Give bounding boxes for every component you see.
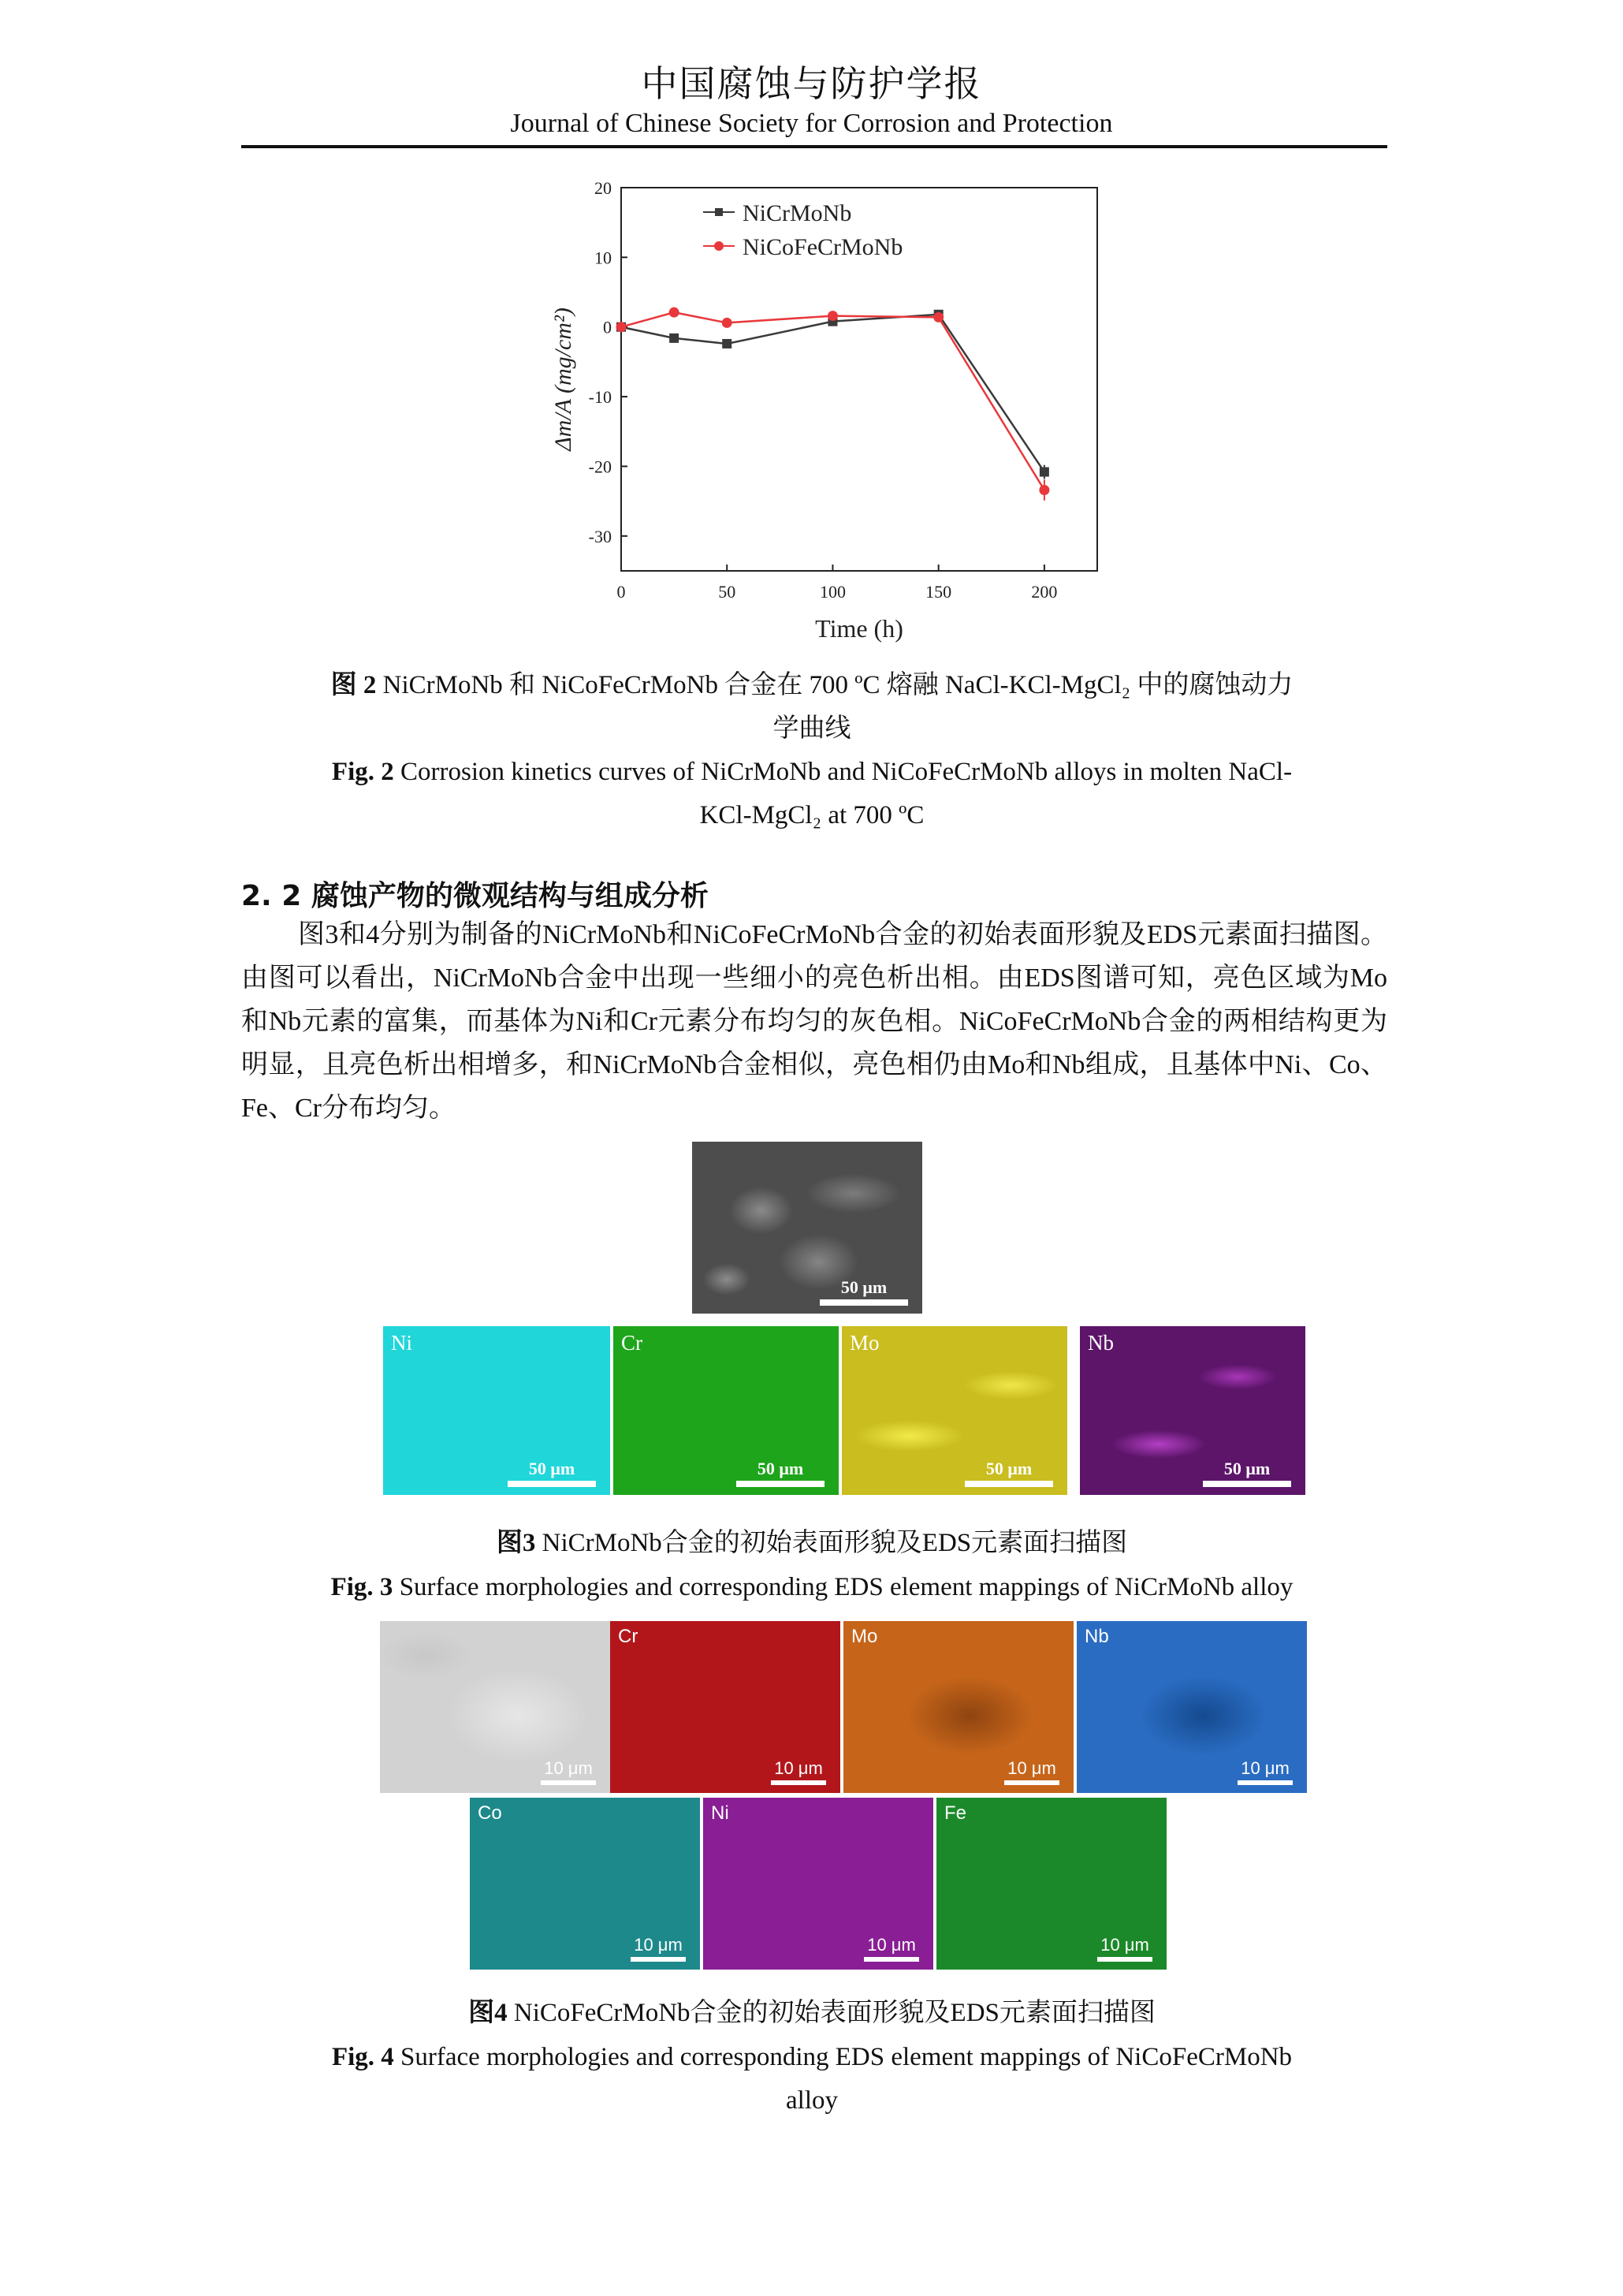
fig4-map-ni-scale-bar: 10 μm	[864, 1935, 919, 1962]
fig3-map-ni-scale-bar: 50 μm	[508, 1459, 596, 1487]
y-axis-label: Δm/A (mg/cm²)	[550, 308, 576, 451]
data-point	[933, 312, 944, 322]
fig4-map-cr	[610, 1621, 840, 1793]
fig4-map-nb-scale-bar: 10 μm	[1238, 1758, 1293, 1785]
fig3-map-ni	[383, 1326, 610, 1495]
fig4-map-co-label: Co	[478, 1802, 502, 1824]
fig4-map-fe	[936, 1798, 1167, 1970]
data-point	[722, 318, 732, 328]
fig3-sem-scale-bar: 50 μm	[820, 1277, 908, 1306]
y-tick-label: 0	[603, 317, 612, 337]
fig3-map-nb	[1080, 1326, 1305, 1495]
x-tick-label: 100	[819, 582, 846, 602]
y-tick-label: 20	[594, 178, 612, 198]
fig3-map-nb-label: Nb	[1088, 1331, 1114, 1355]
legend	[703, 200, 903, 260]
figure2-caption-cn-text-2: 学曲线	[772, 714, 851, 743]
figure2-caption-en-text: Corrosion kinetics curves of NiCrMoNb and NiCoFeCrMoNb alloys in molten NaCl-	[393, 758, 1293, 786]
fig4-map-nb	[1077, 1621, 1307, 1793]
figure4-caption-en-text-2: alloy	[786, 2086, 838, 2115]
figure3-caption-en-text: Surface morphologies and corresponding EDS element mappings of NiCrMoNb alloy	[393, 1573, 1294, 1601]
fig4-map-mo	[843, 1621, 1074, 1793]
fig3-map-mo-label: Mo	[850, 1331, 880, 1355]
fig4-map-co-scale-bar: 10 μm	[631, 1935, 686, 1962]
figure3-caption-cn-text: NiCrMoNb合金的初始表面形貌及EDS元素面扫描图	[535, 1529, 1128, 1557]
figure2-caption-en-text-2: KCl-MgCl₂ at 700 ºC	[699, 801, 925, 829]
section-heading: 2. 2 腐蚀产物的微观结构与组成分析	[241, 880, 709, 912]
figure3-label-cn: 图3	[496, 1529, 536, 1557]
figure3-caption-cn	[300, 1522, 1324, 1565]
chart-plot-area	[550, 178, 1097, 643]
x-tick-label: 0	[616, 582, 626, 602]
legend-label-nicofecrmonb: NiCoFeCrMoNb	[743, 234, 903, 260]
figure2-caption-cn-text: NiCrMoNb 和 NiCoFeCrMoNb 合金在 700 ºC 熔融 NaCl-KCl-MgCl₂ 中的腐蚀动力	[376, 671, 1294, 699]
fig4-map-cr-label: Cr	[618, 1626, 638, 1647]
data-point	[669, 334, 679, 343]
figure4-caption-cn	[300, 1992, 1324, 2035]
fig4-map-co	[470, 1798, 700, 1970]
fig3-map-nb-scale-bar: 50 μm	[1203, 1459, 1291, 1487]
data-point	[1040, 468, 1049, 477]
figure4-caption-cn-text: NiCoFeCrMoNb合金的初始表面形貌及EDS元素面扫描图	[507, 1999, 1156, 2027]
fig4-map-ni	[703, 1798, 933, 1970]
figure4-label-cn: 图4	[468, 1999, 508, 2027]
fig4-map-fe-label: Fe	[944, 1802, 967, 1824]
fig4-sem-image	[380, 1621, 610, 1793]
fig4-map-mo-label: Mo	[851, 1626, 878, 1647]
corrosion-kinetics-chart	[536, 158, 1167, 662]
x-tick-label: 150	[925, 582, 952, 602]
x-axis-label: Time (h)	[815, 614, 903, 643]
fig3-map-cr-label: Cr	[621, 1331, 642, 1355]
journal-title-cn: 中国腐蚀与防护学报	[641, 64, 982, 104]
series-layer	[616, 308, 1050, 501]
x-tick-label: 50	[718, 582, 736, 602]
figure3-caption-en	[300, 1566, 1324, 1609]
data-point	[616, 322, 627, 332]
data-point	[1039, 485, 1049, 495]
legend-label-nicrmonb: NiCrMoNb	[743, 200, 852, 226]
figure4-caption-en-text: Surface morphologies and corresponding EDS element mappings of NiCoFeCrMoNb	[393, 2043, 1293, 2071]
y-tick-label: -30	[588, 526, 612, 546]
figure3-label-en: Fig. 3	[330, 1573, 393, 1601]
fig4-map-fe-scale-bar: 10 μm	[1097, 1935, 1152, 1962]
figure4-caption-en	[300, 2036, 1324, 2123]
figure2-label-en: Fig. 2	[331, 758, 394, 786]
data-point	[828, 311, 838, 321]
fig3-sem-image	[692, 1142, 922, 1314]
fig3-map-cr	[613, 1326, 839, 1495]
fig4-map-ni-label: Ni	[711, 1802, 729, 1824]
x-tick-label: 200	[1031, 582, 1058, 602]
figure2-label-cn: 图 2	[330, 671, 377, 699]
figure2-caption-cn	[300, 664, 1324, 751]
fig3-map-ni-label: Ni	[391, 1331, 412, 1355]
section-paragraph: 图3和4分别为制备的NiCrMoNb和NiCoFeCrMoNb合金的初始表面形貌及EDS元素面扫描图。由图可以看出，NiCrMoNb合金中出现一些细小的亮色析出相。由EDS图谱可知，亮色区域为Mo和Nb元素的富集，而基体为Ni和Cr元素分布均匀的灰色相。NiCoFeCrMoNb合金的两相结构更为明显，且亮色析出相增多，和NiCrMoNb合金相似，亮色相仍由Mo和Nb组成，且基体中Ni、Co、Fe、Cr分布均匀。	[241, 920, 1387, 1123]
series-line-0	[621, 315, 1044, 472]
figure2-caption-en	[300, 751, 1324, 837]
figure4-label-en: Fig. 4	[331, 2043, 394, 2071]
data-point	[669, 308, 679, 318]
fig4-map-cr-scale-bar: 10 μm	[771, 1758, 826, 1785]
y-tick-label: -10	[588, 387, 612, 408]
fig4-map-mo-scale-bar: 10 μm	[1004, 1758, 1059, 1785]
y-tick-label: -20	[588, 457, 612, 477]
fig3-map-mo	[842, 1326, 1067, 1495]
header-rule	[241, 145, 1387, 148]
journal-title-en: Journal of Chinese Society for Corrosion and Protection	[510, 109, 1113, 138]
fig3-map-mo-scale-bar: 50 μm	[965, 1459, 1053, 1487]
y-tick-label: 10	[594, 248, 612, 268]
data-point	[722, 339, 731, 348]
fig4-sem-scale-bar: 10 μm	[541, 1758, 596, 1785]
fig4-map-nb-label: Nb	[1085, 1626, 1109, 1647]
fig3-map-cr-scale-bar: 50 μm	[736, 1459, 825, 1487]
